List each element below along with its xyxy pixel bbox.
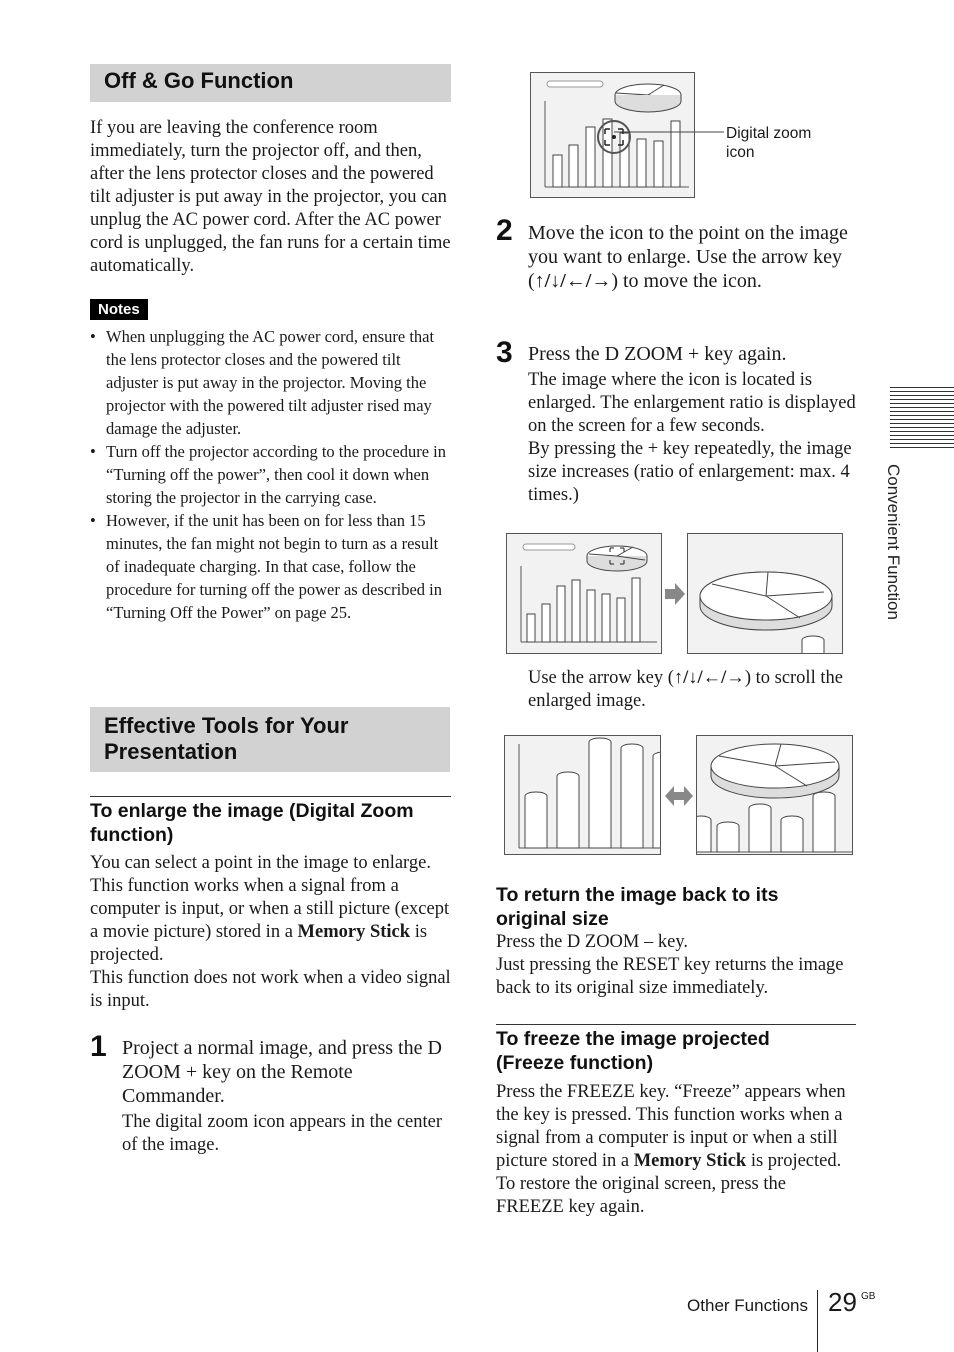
page-number: 29 — [828, 1287, 857, 1317]
body-span: Press the FREEZE key. “Freeze” appears when the key is pressed. This function works when a signal from a computer is input or when a still picture stored in a — [496, 1082, 846, 1171]
heading-line: (Freeze function) — [496, 1052, 654, 1074]
body-span: You can select a point in the image to enlarge. This function works when a signal from a computer is input, or when a still picture (except a movie picture) stored in a — [90, 853, 450, 942]
arrow-keys-glyphs: ↑/↓/←/→ — [534, 270, 612, 292]
off-go-body: If you are leaving the conference room immediately, turn the projector off, and then, after the lens protector closes and the powered tilt adjuster is put away in the projector, you can unplug the AC power cord. After the AC power cord is unplugged, the fan runs for a certain time automatically. — [90, 118, 451, 276]
figure-after-svg — [688, 534, 843, 654]
note-item: • When unplugging the AC power cord, ensure that the lens protector closes and the powered tilt adjuster is put away in the projector. Moving the projector with the powered tilt adjuster rised may damage the adjuster. — [90, 325, 450, 440]
heading-line: original size — [496, 908, 609, 930]
step-1-number: 1 — [90, 1030, 107, 1063]
note-item: • However, if the unit has been on for less than 15 minutes, the fan might not begin to turn as a result of inadequate charging. In that case, follow the procedure for turning off the power as described in “Turning Off the Power” on page 25. — [90, 509, 450, 624]
scroll-text-span: Use the arrow key ( — [528, 668, 674, 688]
memory-stick-bold: Memory Stick — [297, 922, 411, 942]
body-span: is projected. — [90, 922, 428, 965]
notes-list — [90, 325, 450, 624]
figure-scroll-bars-svg — [505, 736, 661, 855]
heading-line: To return the image back to its — [496, 884, 779, 906]
step-1-sub: The digital zoom icon appears in the center of the image. — [122, 1112, 443, 1155]
footer-section-name: Other Functions — [687, 1296, 808, 1315]
step-3-sub — [528, 369, 858, 507]
heading-line: To enlarge the image (Digital Zoom — [90, 800, 414, 822]
figure-before-enlarge — [506, 533, 662, 654]
scroll-instruction — [528, 667, 848, 713]
body-line: Just pressing the RESET key returns the image back to its original size immediately. — [496, 955, 844, 998]
callout-line — [690, 126, 726, 138]
arrow-right-icon — [664, 582, 686, 606]
section-title-off-go — [90, 64, 451, 102]
return-size-body — [496, 931, 858, 1000]
callout-digital-zoom-icon: Digital zoom icon — [726, 125, 812, 161]
memory-stick-bold: Memory Stick — [633, 1151, 747, 1171]
step-2-number: 2 — [496, 214, 513, 247]
body-span: This function does not work when a video signal is input. — [90, 968, 451, 1011]
figure-scroll-bars — [504, 735, 661, 855]
section-title-effective-tools — [90, 707, 450, 772]
digital-zoom-heading — [90, 796, 451, 847]
step-text-span: ) to move the icon. — [611, 270, 762, 292]
figure-after-enlarge — [687, 533, 843, 654]
step-2-text — [528, 221, 858, 293]
body-span: is projected. — [750, 1151, 842, 1171]
section-title-text: Off & Go Function — [104, 68, 294, 93]
heading-line: function) — [90, 824, 174, 846]
step-sub-line: By pressing the + key repeatedly, the image size increases (ratio of enlargement: max. 4 times.) — [528, 439, 852, 505]
section-title-line: Presentation — [104, 739, 238, 764]
heading-line: To freeze the image projected — [496, 1028, 770, 1050]
freeze-body — [496, 1081, 858, 1219]
figure-scroll-pie — [696, 735, 853, 855]
body-span: To restore the original screen, press the FREEZE key again. — [496, 1174, 786, 1217]
body-line: Press the D ZOOM – key. — [496, 932, 689, 952]
callout-connector — [614, 126, 694, 138]
figure-scroll-pie-svg — [697, 736, 853, 855]
digital-zoom-body — [90, 852, 452, 1013]
step-1-text: Project a normal image, and press the D ZOOM + key on the Remote Commander. — [122, 1037, 442, 1107]
page-region-code: GB — [861, 1291, 876, 1302]
sidebar-section-label: Convenient Function — [884, 464, 903, 620]
figure-before-svg — [507, 534, 662, 654]
return-size-heading — [496, 881, 856, 931]
arrow-keys-glyphs: ↑/↓/←/→ — [673, 668, 745, 688]
step-sub-line: The image where the icon is located is enlarged. The enlargement ratio is displayed on the screen for a few seconds. — [528, 370, 856, 436]
arrow-left-right-icon — [664, 784, 694, 808]
freeze-heading — [496, 1024, 856, 1075]
step-3-text: Press the D ZOOM + key again. — [528, 343, 787, 365]
footer-divider — [817, 1290, 818, 1352]
notes-badge: Notes — [90, 299, 148, 320]
note-item: • Turn off the projector according to the procedure in “Turning off the power”, then cool it down when storing the projector in the carrying case. — [90, 440, 450, 509]
step-text-span: Move the icon to the point on the image you want to enlarge. Use the arrow key ( — [528, 222, 848, 292]
step-3-number: 3 — [496, 336, 513, 369]
scroll-text-span: ) to scroll the enlarged image. — [528, 668, 843, 711]
section-title-line: Effective Tools for Your — [104, 713, 349, 738]
